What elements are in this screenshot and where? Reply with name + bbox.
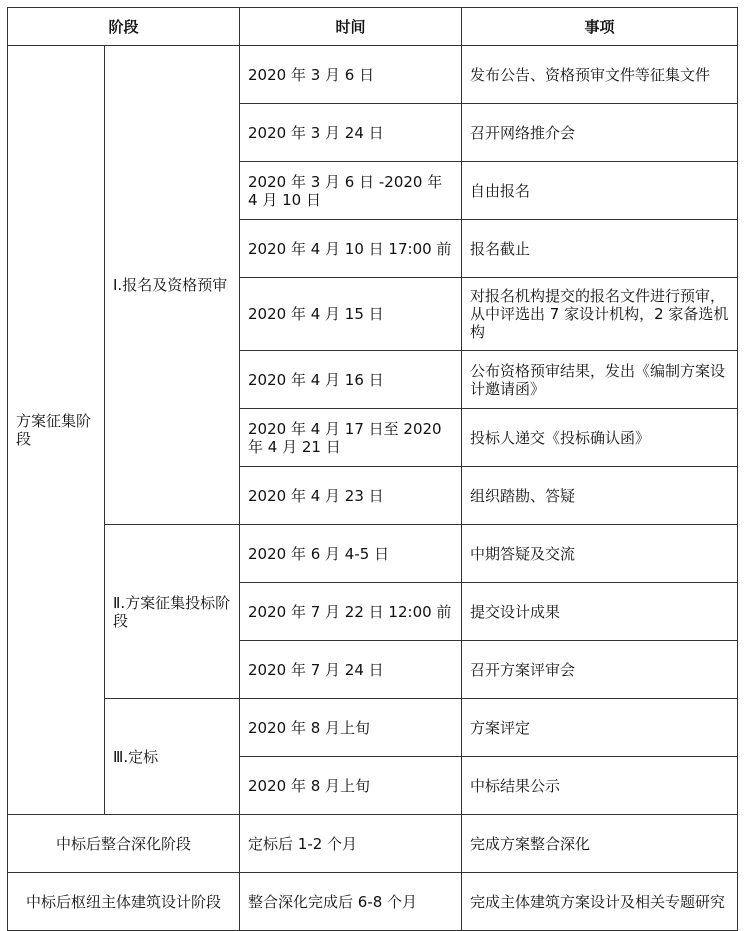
- item-cell: 自由报名: [462, 162, 738, 220]
- schedule-table: [7, 7, 738, 931]
- time-cell: 2020 年 4 月 23 日: [240, 467, 462, 525]
- item-cell: 发布公告、资格预审文件等征集文件: [462, 46, 738, 104]
- header-phase: 阶段: [8, 8, 240, 46]
- item-cell: 提交设计成果: [462, 583, 738, 641]
- time-cell: 2020 年 3 月 6 日 -2020 年 4 月 10 日: [240, 162, 462, 220]
- header-time: 时间: [240, 8, 462, 46]
- table-row: [8, 46, 738, 104]
- item-cell: 公布资格预审结果，发出《编制方案设计邀请函》: [462, 351, 738, 409]
- phase-main-cell: 方案征集阶段: [8, 46, 105, 815]
- time-cell: 2020 年 6 月 4-5 日: [240, 525, 462, 583]
- header-row: [8, 8, 738, 46]
- item-cell: 召开网络推介会: [462, 104, 738, 162]
- table-row: [8, 699, 738, 757]
- time-cell: 2020 年 7 月 22 日 12:00 前: [240, 583, 462, 641]
- time-cell: 2020 年 7 月 24 日: [240, 641, 462, 699]
- time-cell: 2020 年 4 月 10 日 17:00 前: [240, 220, 462, 278]
- item-cell: 投标人递交《投标确认函》: [462, 409, 738, 467]
- item-cell: 方案评定: [462, 699, 738, 757]
- time-cell: 2020 年 3 月 24 日: [240, 104, 462, 162]
- subphase-2-cell: Ⅱ.方案征集投标阶段: [105, 525, 240, 699]
- item-cell: 报名截止: [462, 220, 738, 278]
- item-cell: 完成主体建筑方案设计及相关专题研究: [462, 873, 738, 931]
- table-row: [8, 873, 738, 931]
- time-cell: 定标后 1-2 个月: [240, 815, 462, 873]
- time-cell: 2020 年 4 月 17 日至 2020 年 4 月 21 日: [240, 409, 462, 467]
- subphase-3-cell: Ⅲ.定标: [105, 699, 240, 815]
- time-cell: 2020 年 8 月上旬: [240, 699, 462, 757]
- header-item: 事项: [462, 8, 738, 46]
- phase-cell: 中标后枢纽主体建筑设计阶段: [8, 873, 240, 931]
- item-cell: 完成方案整合深化: [462, 815, 738, 873]
- time-cell: 2020 年 8 月上旬: [240, 757, 462, 815]
- item-cell: 召开方案评审会: [462, 641, 738, 699]
- time-cell: 2020 年 3 月 6 日: [240, 46, 462, 104]
- subphase-1-cell: Ⅰ.报名及资格预审: [105, 46, 240, 525]
- phase-cell: 中标后整合深化阶段: [8, 815, 240, 873]
- time-cell: 整合深化完成后 6-8 个月: [240, 873, 462, 931]
- item-cell: 组织踏勘、答疑: [462, 467, 738, 525]
- item-cell: 中期答疑及交流: [462, 525, 738, 583]
- table-row: [8, 525, 738, 583]
- time-cell: 2020 年 4 月 16 日: [240, 351, 462, 409]
- item-cell: 中标结果公示: [462, 757, 738, 815]
- table-row: [8, 815, 738, 873]
- time-cell: 2020 年 4 月 15 日: [240, 278, 462, 351]
- item-cell: 对报名机构提交的报名文件进行预审，从中评选出 7 家设计机构，2 家备选机构: [462, 278, 738, 351]
